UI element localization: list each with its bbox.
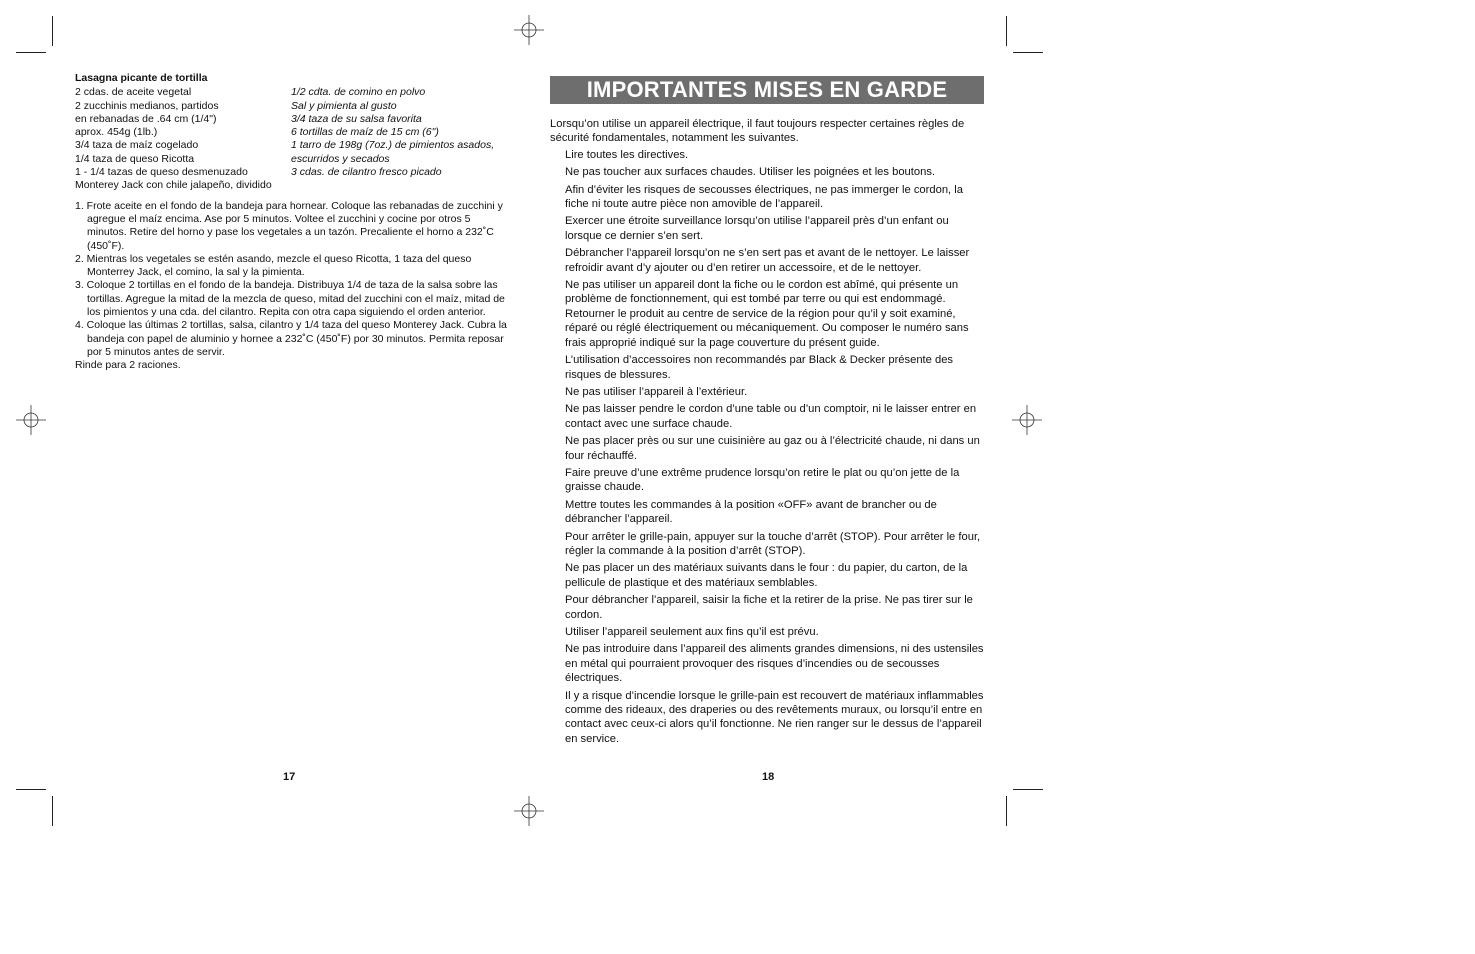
safety-item: Il y a risque d’incendie lorsque le grille-pain est recouvert de matériaux inflammables comme des rideaux, des draperies ou des revêtements muraux, ou lorsqu’il entre en contact avec ceux-ci alors qu’il fonctionne. Ne rien ranger sur le dessus de l’appareil en service. xyxy=(565,689,984,745)
crop-mark xyxy=(16,52,46,53)
safety-item: L’utilisation d’accessoires non recommandés par Black & Decker présente des risques de blessures. xyxy=(565,354,954,381)
intro-paragraph: Lorsqu’on utilise un appareil électrique, il faut toujours respecter certaines règles de sécurité fondamentales, notamment les suivantes. xyxy=(550,118,965,145)
ingredient-line: 1/4 taza de queso Ricotta xyxy=(75,152,195,165)
safety-item: Utiliser l’appareil seulement aux fins qu’il est prévu. xyxy=(565,626,819,638)
ingredient-line: 6 tortillas de maíz de 15 cm (6") xyxy=(291,126,439,139)
safety-item: Ne pas placer un des matériaux suivants dans le four : du papier, du carton, de la pellicule de plastique et des matériaux semblables. xyxy=(565,562,968,589)
crop-mark xyxy=(1006,16,1007,46)
ingredient-line: 1 tarro de 198g (7oz.) de pimientos asados, xyxy=(291,139,495,152)
recipe-yield: Rinde para 2 raciones. xyxy=(75,359,181,372)
recipe-step: 1. Frote aceite en el fondo de la bandeja para hornear. Coloque las rebanadas de zucchini y agregue el maíz encima. Ase por 5 minutos. Voltee el zucchini y cocine por otros 5 minutos. Retire del horno y pase los vegetales a un tazón. Precaliente el horno a 232˚C (450˚F). xyxy=(75,199,503,252)
safety-list xyxy=(550,148,984,746)
safety-item: Mettre toutes les commandes à la position «OFF» avant de brancher ou de débrancher l’appareil. xyxy=(565,498,937,526)
safety-item: Faire preuve d’une extrême prudence lorsqu’on retire le plat ou qu’on jette de la graisse chaude. xyxy=(565,466,960,494)
crop-mark xyxy=(52,16,53,46)
safety-item: Ne pas utiliser un appareil dont la fiche ou le cordon est abîmé, qui présente un problème de fonctionnement, qui est tombé par terre ou qui est endommagé. Retourner le produit au centre de service de la région pour qu’il y soit examiné, réparé ou réglé électriquement ou mécaniquement. Ou composer le numéro sans frais approprié indiqué sur la page couverture du présent guide. xyxy=(565,279,969,349)
registration-mark-icon xyxy=(1012,405,1042,435)
safety-item: Lire toutes les directives. xyxy=(565,148,689,161)
safety-item: Ne pas introduire dans l’appareil des aliments grandes dimensions, ni des ustensiles en métal qui pourraient provoquer des risques d’incendies ou de secousses électriques. xyxy=(565,643,984,685)
crop-mark xyxy=(1006,796,1007,826)
registration-mark-icon xyxy=(16,405,46,435)
recipe-step: 2. Mientras los vegetales se estén asando, mezcle el queso Ricotta, 1 taza del queso Monterrey Jack, el comino, la sal y la pimienta. xyxy=(75,252,472,279)
ingredient-line: aprox. 454g (1lb.) xyxy=(75,126,158,139)
ingredient-line: escurridos y secados xyxy=(291,152,390,165)
crop-mark xyxy=(52,796,53,826)
ingredient-line: Monterey Jack con chile jalapeño, dividido xyxy=(75,179,272,192)
ingredient-line: 1 - 1/4 tazas de queso desmenuzado xyxy=(75,166,248,179)
safety-item: Ne pas placer près ou sur une cuisinière au gaz ou à l’électricité chaude, ni dans un four réchauffé. xyxy=(565,435,980,462)
left-page xyxy=(75,72,510,373)
crop-mark xyxy=(16,789,46,790)
recipe-step: 4. Coloque las últimas 2 tortillas, salsa, cilantro y 1/4 taza del queso Monterey Jack. Cubra la bandeja con papel de aluminio y hornee a 232˚C (450˚F) por 30 minutos. Permita reposar por 5 minutos antes de servir. xyxy=(75,319,507,358)
crop-mark xyxy=(1013,789,1043,790)
ingredient-line: 2 zucchinis medianos, partidos xyxy=(75,99,219,112)
crop-mark xyxy=(1013,52,1043,53)
ingredient-line: 3/4 taza de su salsa favorita xyxy=(291,112,422,125)
ingredient-line: 2 cdas. de aceite vegetal xyxy=(75,86,192,99)
safety-item: Ne pas utiliser l’appareil à l’extérieur. xyxy=(565,385,748,398)
ingredients xyxy=(75,86,510,192)
right-page xyxy=(550,76,984,749)
ingredient-line: 3 cdas. de cilantro fresco picado xyxy=(291,166,442,179)
safety-item: Pour arrêter le grille-pain, appuyer sur la touche d’arrêt (STOP). Pour arrêter le four, régler la commande à la position d’arrêt (STOP). xyxy=(565,530,981,557)
ingredient-line: 3/4 taza de maíz cogelado xyxy=(75,139,199,152)
page-number-right: 18 xyxy=(762,771,775,783)
ingredients-column-1 xyxy=(75,86,291,192)
section-title: IMPORTANTES MISES EN GARDE xyxy=(550,76,984,104)
page-number-left: 17 xyxy=(283,771,296,783)
safety-item: Ne pas toucher aux surfaces chaudes. Utiliser les poignées et les boutons. xyxy=(565,166,936,179)
safety-item: Afin d’éviter les risques de secousses électriques, ne pas immerger le cordon, la fiche ni toute autre pièce non amovible de l’appareil. xyxy=(565,183,963,211)
registration-mark-icon xyxy=(514,796,544,826)
registration-mark-icon xyxy=(514,15,544,45)
ingredients-column-2 xyxy=(291,86,510,192)
safety-item: Exercer une étroite surveillance lorsqu’on utilise l’appareil près d’un enfant ou lorsque ce dernier s’en sert. xyxy=(565,215,949,242)
recipe-title: Lasagna picante de tortilla xyxy=(75,72,208,84)
ingredient-line: Sal y pimienta al gusto xyxy=(291,99,397,112)
safety-item: Ne pas laisser pendre le cordon d’une table ou d’un comptoir, ni le laisser entrer en contact avec une surface chaude. xyxy=(565,403,977,430)
ingredient-line: 1/2 cdta. de comino en polvo xyxy=(291,86,426,99)
recipe-step: 3. Coloque 2 tortillas en el fondo de la bandeja. Distribuya 1/4 de taza de la salsa sobre las tortillas. Agregue la mitad de la mezcla de queso, mitad del zucchini con el maíz, mitad de los pimientos y una cda. del cilantro. Repita con otra capa siguiendo el orden anterior. xyxy=(75,279,505,319)
safety-item: Débrancher l’appareil lorsqu’on ne s’en sert pas et avant de le nettoyer. Le laisser refroidir avant d’y ajouter ou d’en retirer un accessoire, et de le nettoyer. xyxy=(565,247,970,274)
recipe-steps xyxy=(75,200,510,360)
ingredient-line: en rebanadas de .64 cm (1/4") xyxy=(75,112,217,125)
safety-item: Pour débrancher l’appareil, saisir la fiche et la retirer de la prise. Ne pas tirer sur le cordon. xyxy=(565,594,973,621)
